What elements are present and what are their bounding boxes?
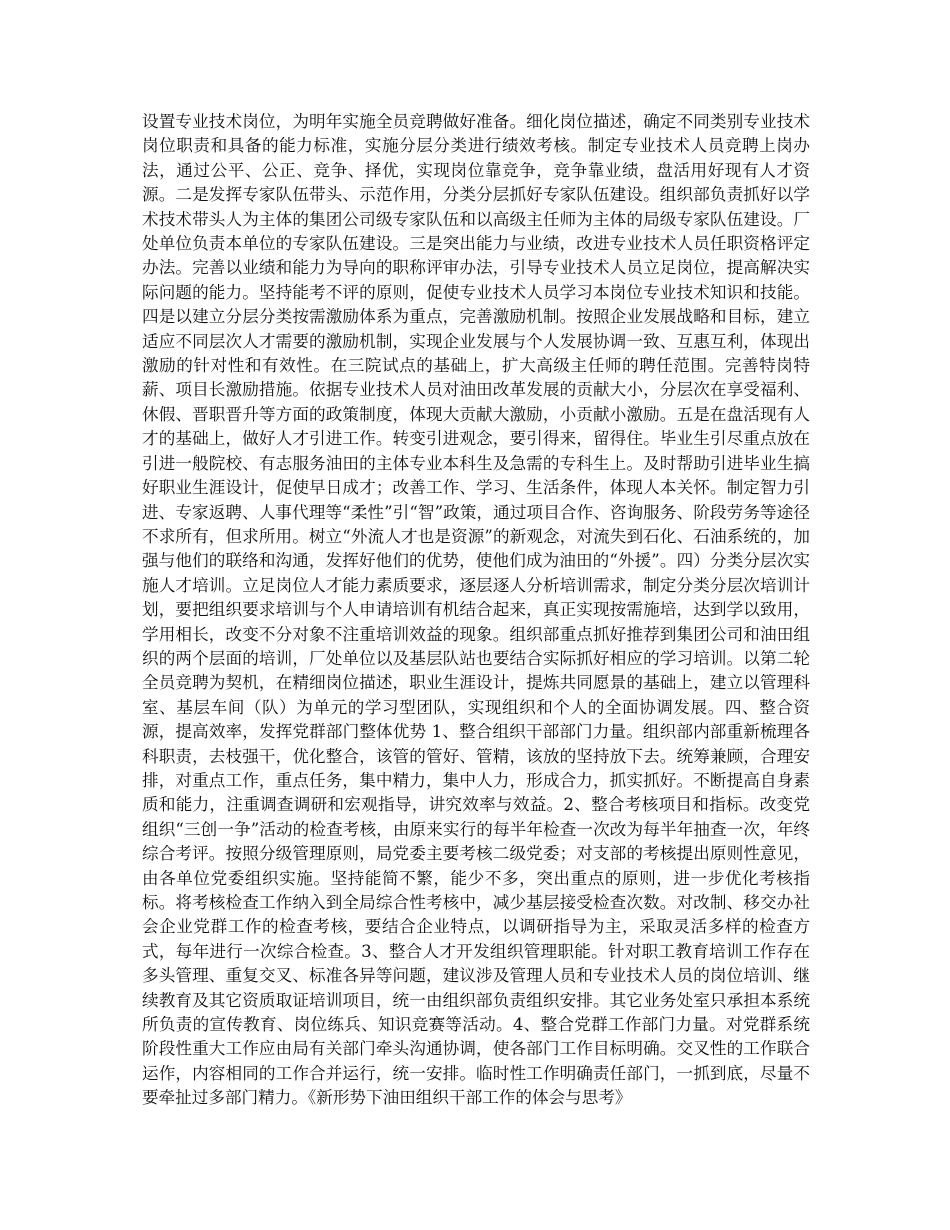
body-paragraph: 设置专业技术岗位，为明年实施全员竞聘做好准备。细化岗位描述，确定不同类别专业技术岗位职责和具备的能力标准，实施分层分类进行绩效考核。制定专业技术人员竞聘上岗办法，通过公平、公正、竞争、择优，实现岗位靠竞争，竞争靠业绩，盘活用好现有人才资源。二是发挥专家队伍带头、示范作用，分类分层抓好专家队伍建设。组织部负责抓好以学术技术带头人为主体的集团公司级专家队伍和以高级主任师为主体的局级专家队伍建设。厂处单位负责本单位的专家队伍建设。三是突出能力与业绩，改进专业技术人员任职资格评定办法。完善以业绩和能力为导向的职称评审办法，引导专业技术人员立足岗位，提高解决实际问题的能力。坚持能考不评的原则，促使专业技术人员学习本岗位专业技术知识和技能。四是以建立分层分类按需激励体系为重点，完善激励机制。按照企业发展战略和目标，建立适应不同层次人才需要的激励机制，实现企业发展与个人发展协调一致、互惠互利，体现出激励的针对性和有效性。在三院试点的基础上，扩大高级主任师的聘任范围。完善特岗特薪、项目长激励措施。依据专业技术人员对油田改革发展的贡献大小，分层次在享受福利、休假、晋职晋升等方面的政策制度，体现大贡献大激励，小贡献小激励。五是在盘活现有人才的基础上，做好人才引进工作。转变引进观念，要引得来，留得住。毕业生引尽重点放在引进一般院校、有志服务油田的主体专业本科生及急需的专科生上。及时帮助引进毕业生搞好职业生涯设计，促使早日成才；改善工作、学习、生活条件，体现人本关怀。制定智力引进、专家返聘、人事代理等“柔性”引“智”政策，通过项目合作、咨询服务、阶段劳务等途径不求所有，但求所用。树立“外流人才也是资源”的新观念，对流失到石化、石油系统的，加强与他们的联络和沟通，发挥好他们的优势，使他们成为油田的“外援”。四）分类分层次实施人才培训。立足岗位人才能力素质要求，逐层逐人分析培训需求，制定分类分层次培训计划，要把组织要求培训与个人申请培训有机结合起来，真正实现按需施培，达到学以致用，学用相长，改变不分对象不注重培训效益的现象。组织部重点抓好推荐到集团公司和油田组织的两个层面的培训，厂处单位以及基层队站也要结合实际抓好相应的学习培训。以第二轮全员竞聘为契机，在精细岗位描述，职业生涯设计，提炼共同愿景的基础上，建立以管理科室、基层车间（队）为单元的学习型团队，实现组织和个人的全面协调发展。四、整合资源，提高效率，发挥党群部门整体优势 1、整合组织干部部门力量。组织部内部重新梳理各科职责，去枝强干，优化整合，该管的管好、管精，该放的坚持放下去。统筹兼顾，合理安排，对重点工作，重点任务，集中精力，集中人力，形成合力，抓实抓好。不断提高自身素质和能力，注重调查调研和宏观指导，讲究效率与效益。2、整合考核项目和指标。改变党组织“三创一争”活动的检查考核，由原来实行的每半年检查一次改为每半年抽查一次，年终综合考评。按照分级管理原则，局党委主要考核二级党委；对支部的考核提出原则性意见，由各单位党委组织实施。坚持能简不繁，能少不多，突出重点的原则，进一步优化考核指标。将考核检查工作纳入到全局综合性考核中，减少基层接受检查次数。对改制、移交办社会企业党群工作的检查考核，要结合企业特点，以调研指导为主，采取灵活多样的检查方式，每年进行一次综合检查。3、整合人才开发组织管理职能。针对职工教育培训工作存在多头管理、重复交叉、标准各异等问题，建议涉及管理人员和专业技术人员的岗位培训、继续教育及其它资质取证培训项目，统一由组织部负责组织安排。其它业务处室只承担本系统所负责的宣传教育、岗位练兵、知识竞赛等活动。4、整合党群工作部门力量。对党群系统阶段性重大工作应由局有关部门牵头沟通协调，使各部门工作目标明确。交叉性的工作联合运作，内容相同的工作合并运行，统一安排。临时性工作明确责任部门，一抓到底，尽量不要牵扯过多部门精力。《新形势下油田组织干部工作的体会与思考》 — [142, 112, 810, 1108]
document-page — [142, 110, 810, 1200]
